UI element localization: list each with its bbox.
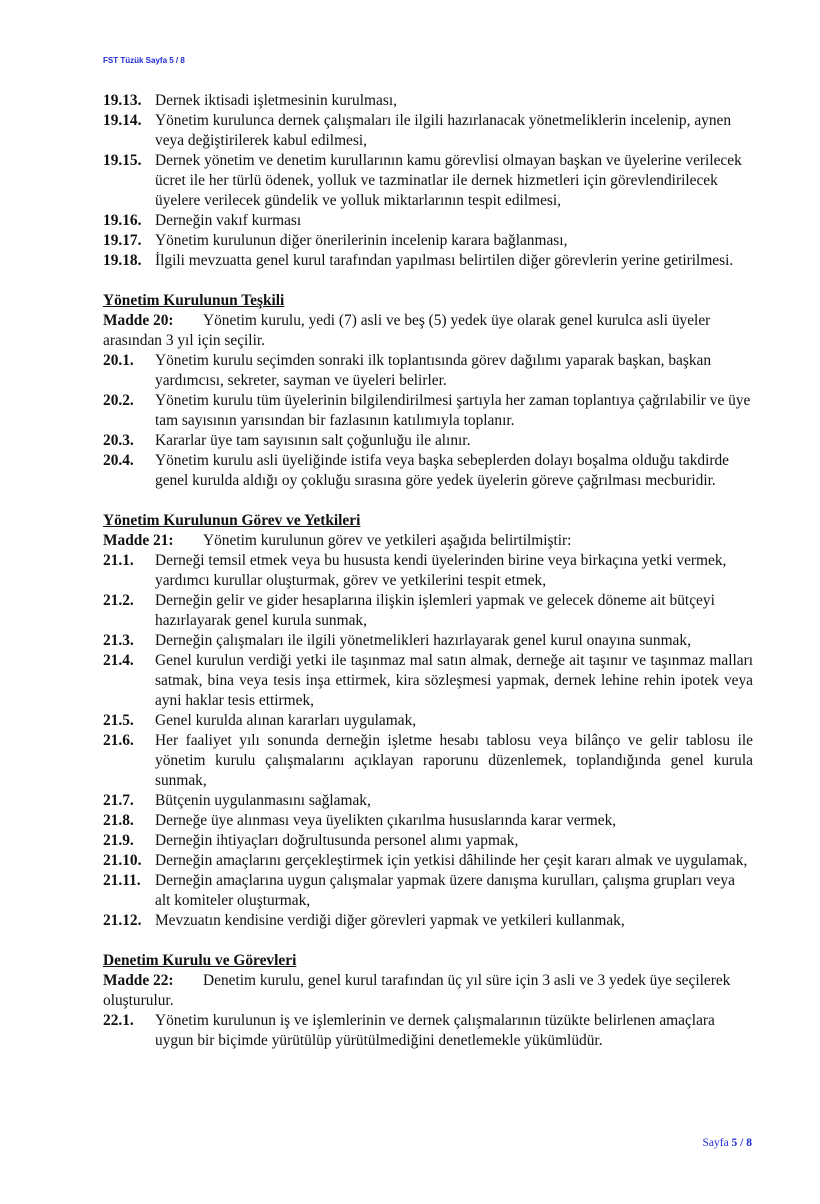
- item-number: 20.2.: [103, 392, 134, 409]
- page-header: [103, 56, 185, 65]
- item-number: 21.8.: [103, 812, 134, 829]
- list-item: [103, 551, 753, 591]
- list-item: [103, 251, 753, 271]
- item-number: 21.2.: [103, 592, 134, 609]
- item-text: Derneğin amaçlarına uygun çalışmalar yapmak üzere danışma kurulları, çalışma grupları veya alt komiteler oluşturmak,: [155, 872, 735, 909]
- item-text: Derneğin vakıf kurması: [155, 212, 302, 229]
- article-21: [103, 531, 753, 551]
- list-item: [103, 91, 753, 111]
- item-text: Yönetim kurulu asli üyeliğinde istifa veya başka sebeplerden dolayı boşalma olduğu takdirde genel kurulda aldığı oy çokluğu sırasına göre yedek üyelerin göreve çağrılması mecburidir.: [155, 452, 730, 489]
- list-item: [103, 651, 753, 711]
- list-item: [103, 851, 753, 871]
- article-22-list: [103, 1011, 753, 1051]
- list-item: [103, 451, 753, 491]
- article-22: [103, 971, 753, 1011]
- list-item: [103, 731, 753, 791]
- footer-prefix: Sayfa: [702, 1137, 732, 1149]
- item-text: Yönetim kurulunun iş ve işlemlerinin ve dernek çalışmalarının tüzükte belirlenen amaçlara uygun bir biçimde yürütülüp yürütülmediğini denetlemekle yükümlüdür.: [155, 1012, 715, 1049]
- item-number: 20.4.: [103, 452, 134, 469]
- item-number: 21.4.: [103, 652, 134, 669]
- item-text: Yönetim kurulu tüm üyelerinin bilgilendirilmesi şartıyla her zaman toplantıya çağrılabilir ve üye tam sayısının yarısından bir fazlasının katılımıyla toplanır.: [155, 392, 751, 429]
- list-item: [103, 211, 753, 231]
- list-item: [103, 791, 753, 811]
- item-number: 21.9.: [103, 832, 134, 849]
- page-footer: [702, 1137, 752, 1149]
- item-text: Yönetim kurulunun diğer önerilerinin incelenip karara bağlanması,: [155, 232, 568, 249]
- list-item: [103, 351, 753, 391]
- item-number: 19.13.: [103, 92, 142, 109]
- item-text: Dernek yönetim ve denetim kurullarının kamu görevlisi olmayan başkan ve üyelerine verilecek ücret ile her türlü ödenek, yolluk ve tazminatlar ile dernek hizmetleri için görevlendirilecek üyelere verilecek gündelik ve yolluk miktarlarının tespit edilmesi,: [155, 152, 742, 209]
- list-item: [103, 111, 753, 151]
- section-heading-21: Yönetim Kurulunun Görev ve Yetkileri: [103, 512, 361, 529]
- item-text: Derneği temsil etmek veya bu hususta kendi üyelerinden birine veya birkaçına yetki vermek, yardımcı kurullar oluşturmak, görev ve yetkilerini tespit etmek,: [155, 552, 727, 589]
- list-item: [103, 1011, 753, 1051]
- article-20-list: [103, 351, 753, 491]
- item-number: 21.3.: [103, 632, 134, 649]
- item-number: 21.11.: [103, 872, 141, 889]
- list-item: [103, 831, 753, 851]
- header-page-number: 5 / 8: [169, 56, 185, 65]
- item-number: 19.15.: [103, 152, 142, 169]
- list-item: [103, 151, 753, 211]
- item-text: İlgili mevzuatta genel kurul tarafından yapılması belirtilen diğer görevlerin yerine getirilmesi.: [155, 252, 734, 269]
- item-number: 19.18.: [103, 252, 142, 269]
- article-label: Madde 22:: [103, 972, 174, 989]
- item-number: 21.7.: [103, 792, 134, 809]
- item-text: Genel kurulda alınan kararları uygulamak,: [155, 712, 417, 729]
- item-number: 19.16.: [103, 212, 142, 229]
- item-number: 19.14.: [103, 112, 142, 129]
- item-text: Bütçenin uygulanmasını sağlamak,: [155, 792, 371, 809]
- item-number: 21.12.: [103, 912, 142, 929]
- list-item: [103, 871, 753, 911]
- item-text: Derneğin çalışmaları ile ilgili yönetmelikleri hazırlayarak genel kurul onayına sunmak,: [155, 632, 691, 649]
- item-text: Yönetim kurulu seçimden sonraki ilk toplantısında görev dağılımı yaparak başkan, başkan yardımcısı, sekreter, sayman ve üyeleri belirler.: [155, 352, 712, 389]
- item-text: Derneğin gelir ve gider hesaplarına ilişkin işlemleri yapmak ve gelecek döneme ait bütçeyi hazırlayarak genel kurula sunmak,: [155, 592, 715, 629]
- item-text: Yönetim kurulunca dernek çalışmaları ile ilgili hazırlanacak yönetmeliklerin incelenip, aynen veya değiştirilerek kabul edilmesi,: [155, 112, 732, 149]
- item-number: 21.1.: [103, 552, 134, 569]
- section-heading-20: Yönetim Kurulunun Teşkili: [103, 292, 285, 309]
- footer-page-number: 5 / 8: [731, 1137, 752, 1149]
- item-number: 21.5.: [103, 712, 134, 729]
- item-number: 21.10.: [103, 852, 142, 869]
- header-prefix: FST Tüzük Sayfa: [103, 56, 170, 65]
- item-text: Derneğin ihtiyaçları doğrultusunda personel alımı yapmak,: [155, 832, 519, 849]
- item-text: Kararlar üye tam sayısının salt çoğunluğu ile alınır.: [155, 432, 471, 449]
- item-text: Dernek iktisadi işletmesinin kurulması,: [155, 92, 397, 109]
- list-item: [103, 231, 753, 251]
- list-item: [103, 591, 753, 631]
- list-item: [103, 911, 753, 931]
- item-text: Her faaliyet yılı sonunda derneğin işletme hesabı tablosu veya bilânço ve gelir tablosu ile yönetim kurulu çalışmalarını açıklayan raporunu düzenlemek, toplandığında genel kurula sunmak,: [155, 732, 753, 789]
- list-item: [103, 711, 753, 731]
- article-text: Yönetim kurulu, yedi (7) asli ve beş (5) yedek üye olarak genel kurulca asli üyeler arasından 3 yıl için seçilir.: [103, 312, 711, 349]
- item-number: 19.17.: [103, 232, 142, 249]
- list-item: [103, 391, 753, 431]
- document-body: [103, 91, 753, 1051]
- article-text: Yönetim kurulunun görev ve yetkileri aşağıda belirtilmiştir:: [203, 532, 572, 549]
- item-text: Derneğe üye alınması veya üyelikten çıkarılma hususlarında karar vermek,: [155, 812, 617, 829]
- item-number: 22.1.: [103, 1012, 134, 1029]
- item-number: 21.6.: [103, 732, 134, 749]
- item-text: Mevzuatın kendisine verdiği diğer görevleri yapmak ve yetkileri kullanmak,: [155, 912, 625, 929]
- item-text: Derneğin amaçlarını gerçekleştirmek için yetkisi dâhilinde her çeşit kararı almak ve uygulamak,: [155, 852, 748, 869]
- section-heading-22: Denetim Kurulu ve Görevleri: [103, 952, 297, 969]
- list-item: [103, 631, 753, 651]
- item-number: 20.3.: [103, 432, 134, 449]
- article-label: Madde 20:: [103, 312, 174, 329]
- item-text: Genel kurulun verdiği yetki ile taşınmaz mal satın almak, derneğe ait taşınır ve taşınmaz malları satmak, bina veya tesis inşa ettirmek, kira sözleşmesi yapmak, dernek lehine rehin ipotek veya ayni haklar tesis ettirmek,: [155, 652, 753, 709]
- item-number: 20.1.: [103, 352, 134, 369]
- list-item: [103, 431, 753, 451]
- list-item: [103, 811, 753, 831]
- article-21-list: [103, 551, 753, 931]
- article-text: Denetim kurulu, genel kurul tarafından üç yıl süre için 3 asli ve 3 yedek üye seçilerek oluşturulur.: [103, 972, 731, 1009]
- section-19-list: [103, 91, 753, 271]
- article-label: Madde 21:: [103, 532, 174, 549]
- article-20: [103, 311, 753, 351]
